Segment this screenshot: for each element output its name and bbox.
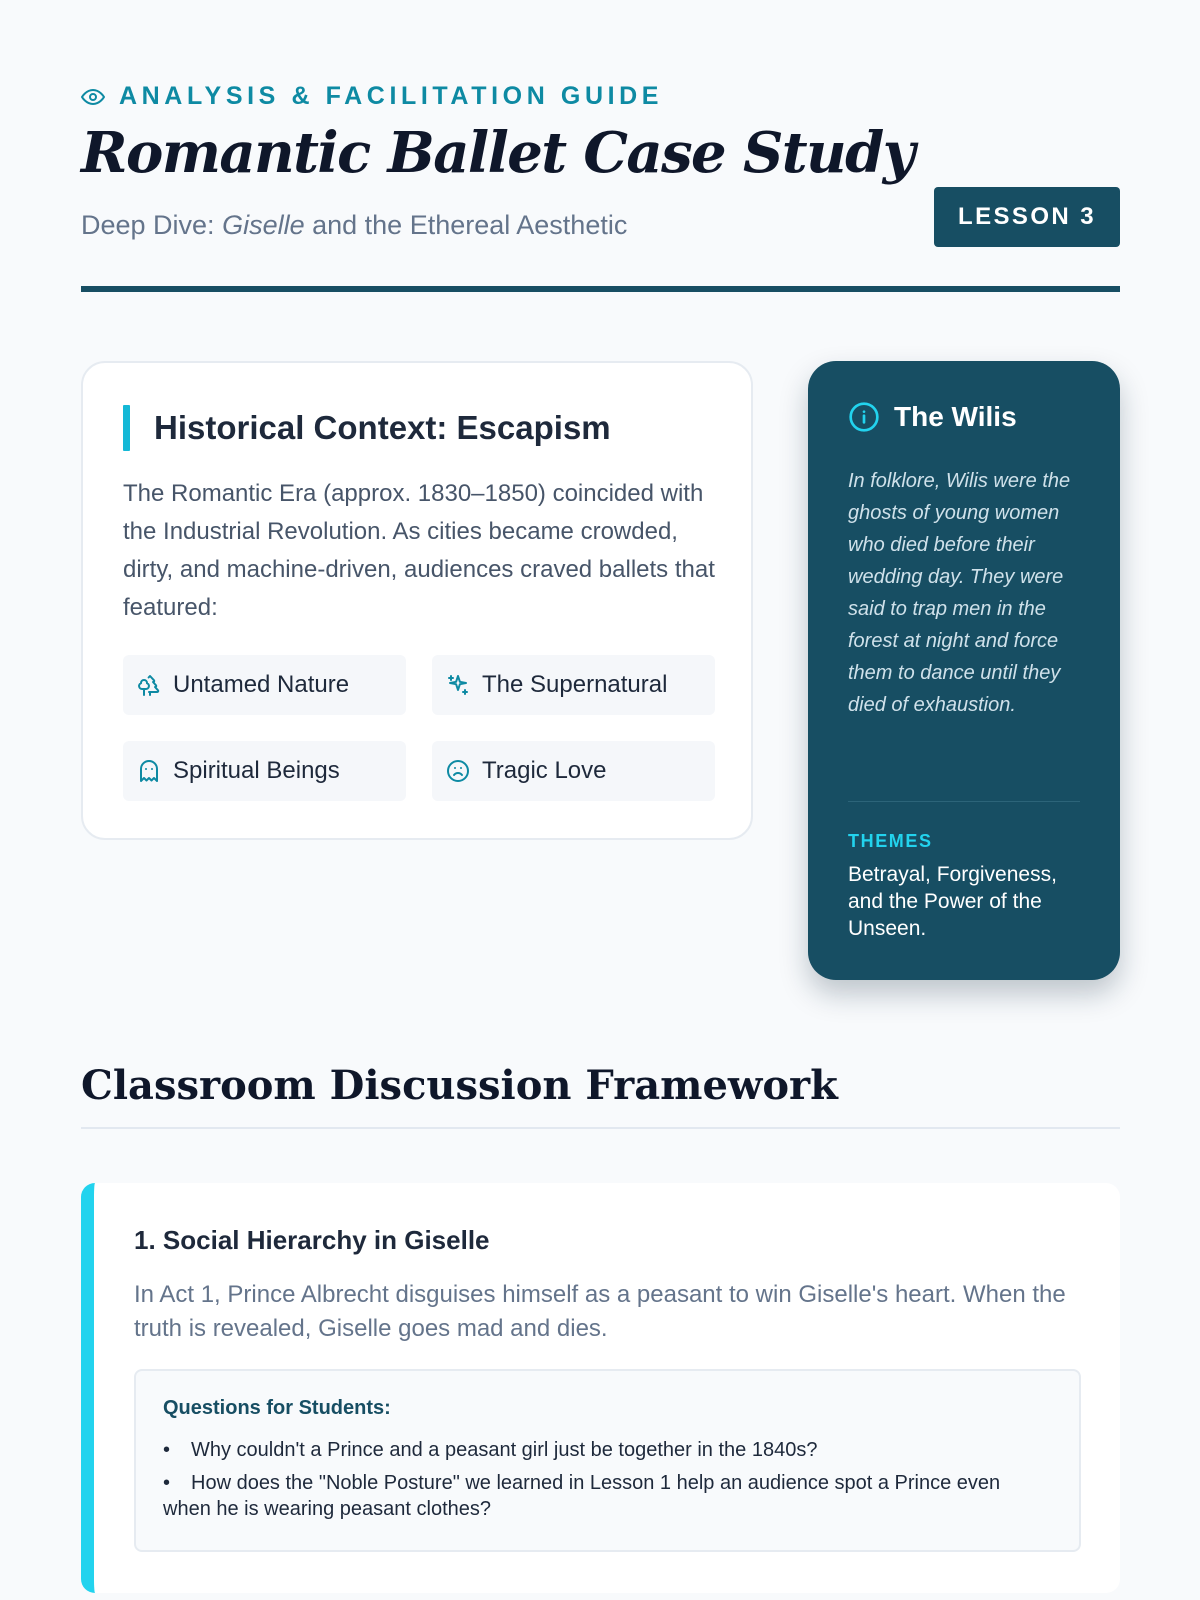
wilis-divider	[848, 801, 1080, 802]
ghost-icon	[137, 759, 161, 783]
feature-untamed-nature	[123, 655, 406, 715]
wilis-sidebar-card	[808, 361, 1120, 980]
subtitle-prefix: Deep Dive:	[81, 210, 223, 240]
trees-icon	[137, 673, 161, 697]
context-body: The Romantic Era (approx. 1830–1850) coincided with the Industrial Revolution. As cities became crowded, dirty, and machine-driven, audiences craved ballets that featured:	[123, 480, 715, 621]
questions-box	[134, 1369, 1081, 1552]
subtitle-suffix: and the Ethereal Aesthetic	[304, 210, 628, 240]
context-title: Historical Context: Escapism	[154, 409, 611, 446]
feature-tragic-love	[432, 741, 715, 801]
wilis-description: In folklore, Wilis were the ghosts of young women who died before their wedding day. They were said to trap men in the forest at night and force them to dance until they died of exhaustion.	[848, 470, 1071, 716]
feature-label: Tragic Love	[482, 757, 607, 784]
section-divider	[81, 1127, 1120, 1129]
themes-label: THEMES	[848, 831, 933, 851]
eye-icon	[81, 85, 105, 109]
subtitle-emphasis: Giselle	[222, 210, 305, 240]
wilis-title: The Wilis	[894, 401, 1017, 432]
feature-the-supernatural	[432, 655, 715, 715]
questions-list	[163, 1437, 1043, 1529]
sad-face-icon	[446, 759, 470, 783]
feature-spiritual-beings	[123, 741, 406, 801]
discussion-card	[81, 1183, 1120, 1593]
question-text: How does the "Noble Posture" we learned in Lesson 1 help an audience spot a Prince even when he is wearing peasant clothes?	[163, 1472, 1001, 1520]
question-text: Why couldn't a Prince and a peasant girl just be together in the 1840s?	[191, 1439, 818, 1461]
historical-context-card	[81, 361, 753, 840]
bullet-icon: •	[163, 1439, 171, 1461]
question-item	[163, 1437, 1043, 1463]
sparkles-icon	[446, 673, 470, 697]
page-title: Romantic Ballet Case Study	[81, 120, 914, 186]
feature-grid	[123, 655, 715, 801]
question-item	[163, 1470, 1043, 1522]
guide-kicker	[81, 82, 663, 111]
accent-bar	[123, 405, 130, 451]
header-divider	[81, 286, 1120, 292]
feature-label: Spiritual Beings	[173, 757, 340, 784]
lesson-badge: LESSON 3	[934, 187, 1120, 247]
discussion-section-title: Classroom Discussion Framework	[81, 1062, 838, 1109]
context-heading	[123, 405, 611, 451]
page-subtitle	[81, 210, 627, 241]
bullet-icon: •	[163, 1472, 171, 1494]
feature-label: The Supernatural	[482, 671, 668, 698]
info-icon	[848, 401, 880, 433]
kicker-label: ANALYSIS & FACILITATION GUIDE	[119, 82, 664, 110]
discussion-card-description: In Act 1, Prince Albrecht disguises himself as a peasant to win Giselle's heart. When the truth is revealed, Giselle goes mad and dies.	[134, 1281, 1066, 1342]
discussion-card-title: 1. Social Hierarchy in Giselle	[134, 1225, 490, 1255]
wilis-heading	[848, 401, 1017, 433]
feature-label: Untamed Nature	[173, 671, 350, 698]
themes-text: Betrayal, Forgiveness, and the Power of the Unseen.	[848, 863, 1057, 940]
questions-label: Questions for Students:	[163, 1397, 391, 1419]
